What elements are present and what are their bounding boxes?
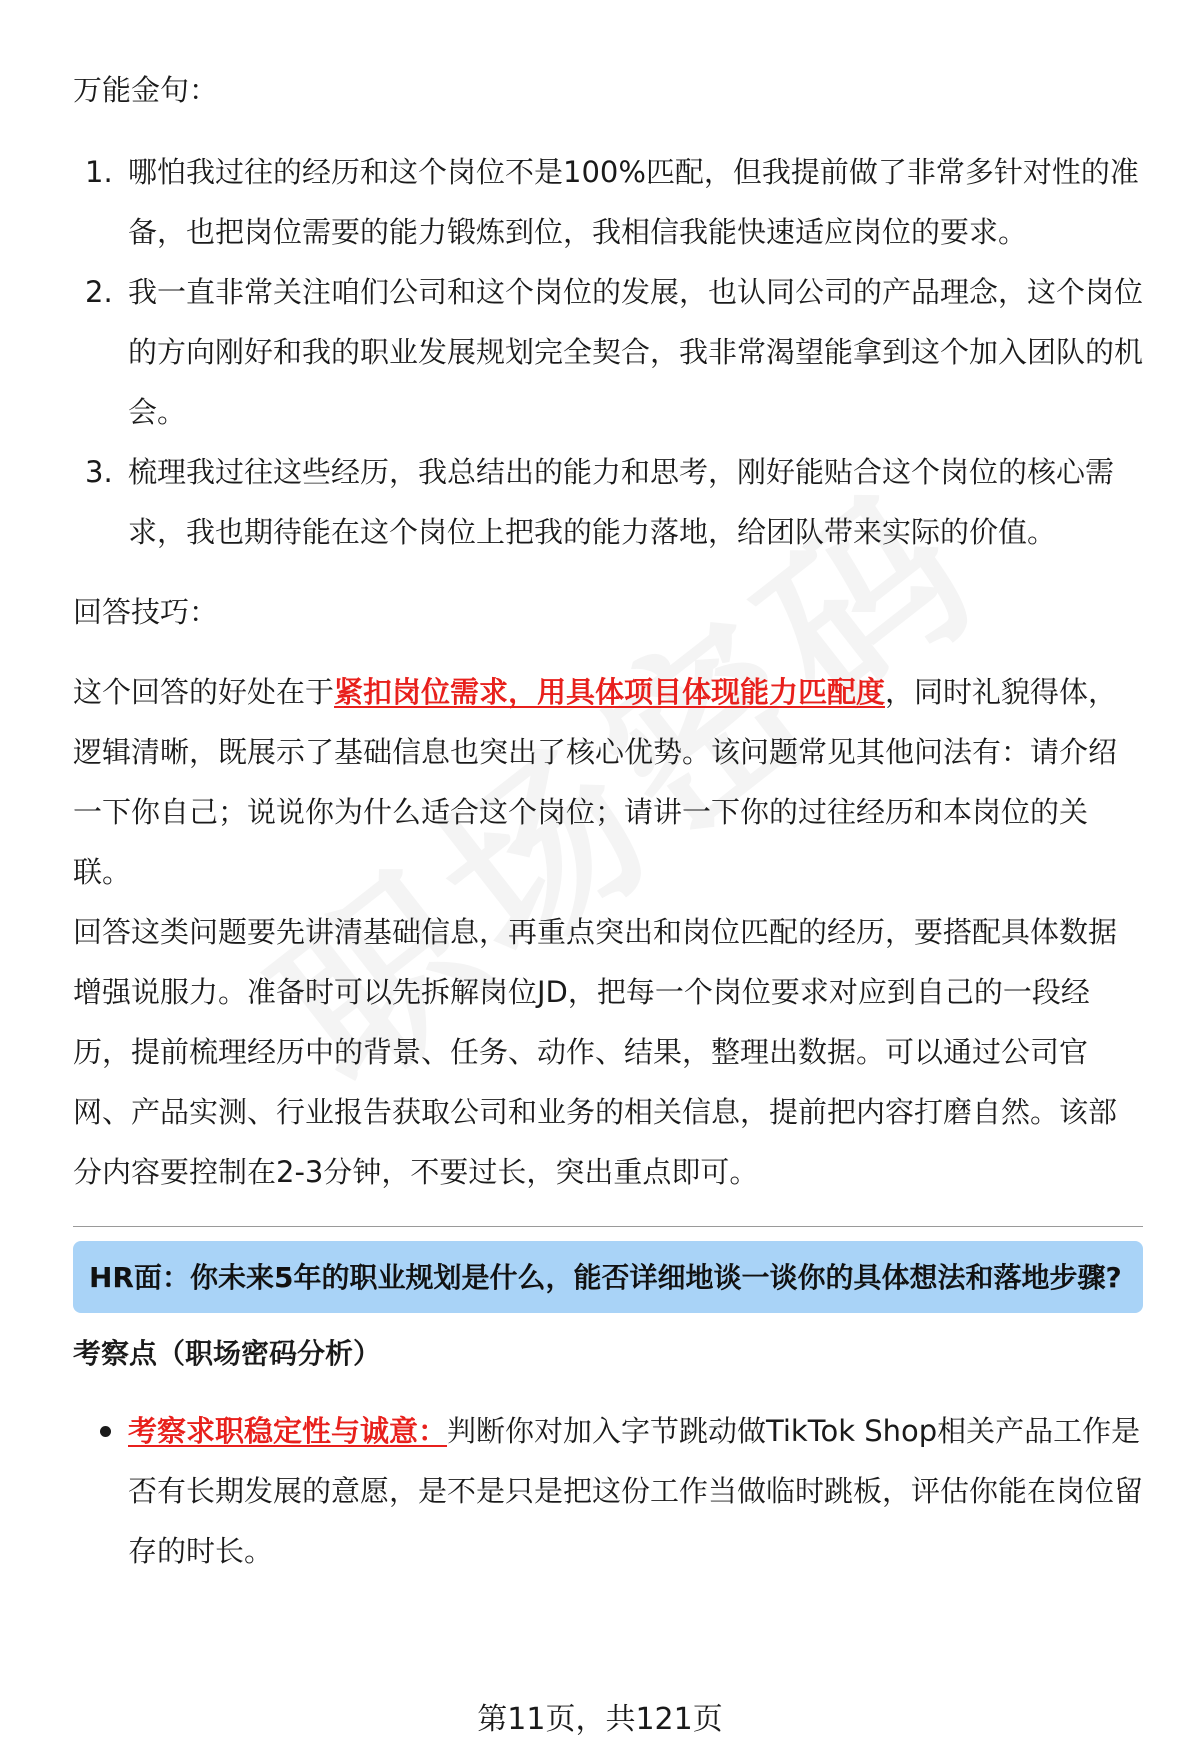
list-item-text: 梳理我过往这些经历，我总结出的能力和思考，刚好能贴合这个岗位的核心需求，我也期待能在这个岗位上把我的能力落地，给团队带来实际的价值。 — [128, 455, 1115, 549]
list-item — [73, 262, 1143, 442]
page-content — [73, 60, 1143, 1581]
tips-highlight: 紧扣岗位需求，用具体项目体现能力匹配度 — [334, 675, 886, 709]
tips-paragraph-1 — [73, 662, 1143, 902]
section-divider — [73, 1226, 1143, 1227]
tips-text-before: 这个回答的好处在于 — [73, 675, 335, 709]
tips-paragraph-2: 回答这类问题要先讲清基础信息，再重点突出和岗位匹配的经历，要搭配具体数据增强说服力。准备时可以先拆解岗位JD，把每一个岗位要求对应到自己的一段经历，提前梳理经历中的背景、任务、动作、结果，整理出数据。可以通过公司官网、产品实测、行业报告获取公司和业务的相关信息，提前把内容打磨自然。该部分内容要控制在2-3分钟，不要过长，突出重点即可。 — [73, 915, 1118, 1189]
tips-text-after: ，同时礼貌得体，逻辑清晰，既展示了基础信息也突出了核心优势。该问题常见其他问法有：请介绍一下你自己；说说你为什么适合这个岗位；请讲一下你的过往经历和本岗位的关联。 — [73, 675, 1118, 889]
list-item-number: 1. — [85, 155, 113, 189]
list-item-number: 3. — [85, 455, 113, 489]
assess-point-highlight: 考察求职稳定性与诚意： — [128, 1414, 448, 1448]
list-item — [73, 1401, 1143, 1581]
assess-points-list — [73, 1401, 1143, 1581]
golden-quotes-label: 万能金句： — [73, 73, 219, 107]
list-item-number: 2. — [85, 275, 113, 309]
list-item-text: 我一直非常关注咱们公司和这个岗位的发展，也认同公司的产品理念，这个岗位的方向刚好和我的职业发展规划完全契合，我非常渴望能拿到这个加入团队的机会。 — [128, 275, 1144, 429]
tips-label: 回答技巧： — [73, 595, 219, 629]
list-item-text: 哪怕我过往的经历和这个岗位不是100%匹配，但我提前做了非常多针对性的准备，也把岗位需要的能力锻炼到位，我相信我能快速适应岗位的要求。 — [128, 155, 1139, 249]
list-item — [73, 142, 1143, 262]
golden-quotes-list — [73, 142, 1143, 562]
assess-point-text: 判断你对加入字节跳动做TikTok Shop相关产品工作是否有长期发展的意愿，是不是只是把这份工作当做临时跳板，评估你能在岗位留存的时长。 — [128, 1414, 1144, 1568]
assess-label: 考察点（职场密码分析） — [73, 1337, 382, 1370]
question-callout: HR面：你未来5年的职业规划是什么，能否详细地谈一谈你的具体想法和落地步骤? — [73, 1241, 1143, 1313]
bullet-icon — [100, 1426, 111, 1437]
list-item — [73, 442, 1143, 562]
page-number: 第11页，共121页 — [477, 1702, 723, 1737]
